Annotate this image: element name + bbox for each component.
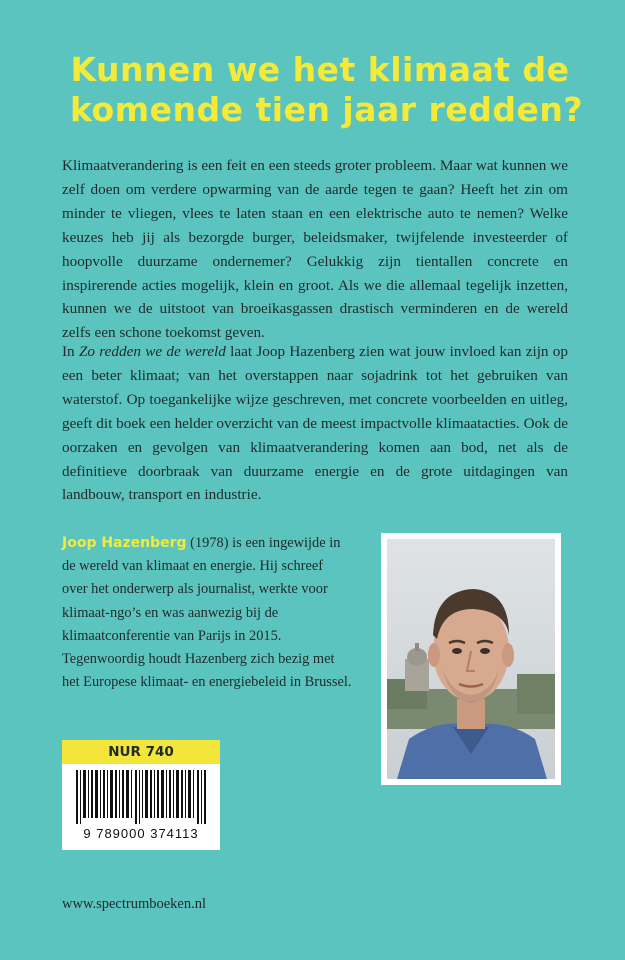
isbn-barcode [62,764,220,850]
author-bio-text: (1978) is een ingewijde in de wereld van klimaat en energie. Hij schreef over het onderwerp als journalist, werkte voor klimaat-ngo’s en was aanwezig bij de klimaatconferentie van Parijs in 2015. Tegenwoordig houdt Hazenberg zich bezig met het Europese klimaat- en energiebeleid in Brussel. [62,535,352,691]
nur-label: NUR 740 [62,740,220,764]
headline-line-2: komende tien jaar redden? [70,90,583,129]
book-title: Zo redden we de wereld [78,343,226,360]
paragraph-2-body: laat Joop Hazenberg zien wat jouw invloed kan zijn op een beter klimaat; van het overstappen naar sojadrink tot het gebruiken van waterstof. Op toegankelijke wijze geschreven, met concrete voorbeelden en uitleg, geeft dit boek een helder overzicht van de meest impactvolle klimaatacties. Ook de oorzaken en gevolgen van klimaatverandering komen aan bod, net als de definitieve doorbraak van duurzame energie en de grote uitdagingen van landbouw, transport en industrie. [62,343,568,504]
author-name: Joop Hazenberg [62,535,187,551]
blurb-paragraph-2 [62,340,568,507]
author-bio [62,532,352,694]
publisher-website[interactable]: www.spectrumboeken.nl [62,896,207,912]
author-photo [381,533,561,785]
author-portrait-image [387,539,555,779]
headline-line-1: Kunnen we het klimaat de [70,50,570,89]
back-cover-headline [70,50,583,130]
barcode-bars [76,770,206,824]
isbn-number: 9 789000 374113 [83,826,199,841]
blurb-paragraph-1: Klimaatverandering is een feit en een steeds groter probleem. Maar wat kunnen we zelf doen om verdere opwarming van de aarde tegen te gaan? Heeft het zin om minder te vliegen, vlees te laten staan en een elektrische auto te nemen? Welke keuzes heb jij als bezorgde burger, beleidsmaker, twijfelende investeerder of hoopvolle duurzame ondernemer? Gelukkig zijn tientallen concrete en inspirerende acties mogelijk, klein en groot. Als we die allemaal tegelijk inzetten, kunnen we de uitstoot van broeikasgassen drastisch verminderen en de wereld zelfs een schone toekomst geven. [62,157,568,342]
paragraph-2-prefix: In [62,343,79,360]
